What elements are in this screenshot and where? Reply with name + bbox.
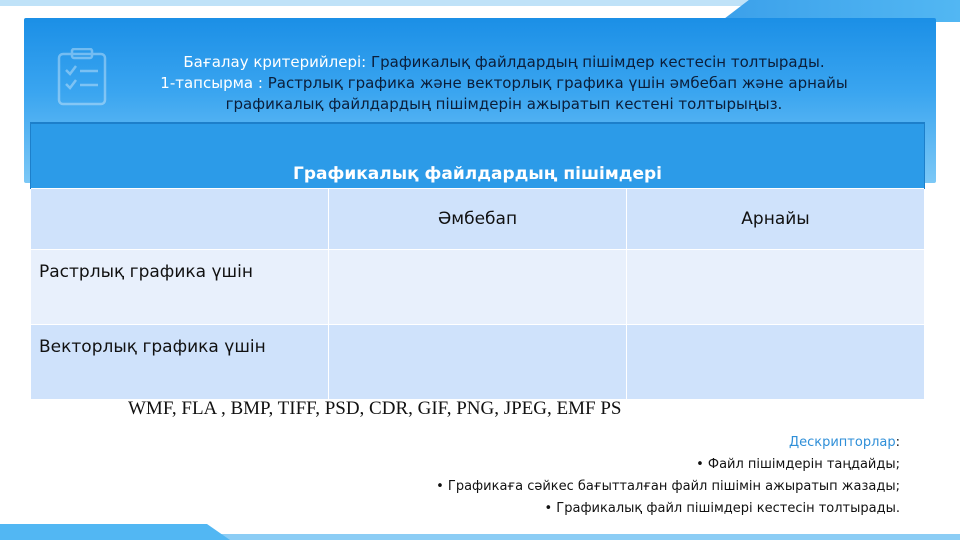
task-text-line2: графикалық файлдардың пішімдерін ажыратып кестені толтырыңыз.	[225, 95, 783, 113]
task-label: 1-тапсырма :	[160, 74, 263, 92]
criteria-label: Бағалау критерийлері:	[183, 53, 367, 71]
descriptors-block	[260, 432, 900, 520]
column-header-empty	[31, 189, 329, 250]
table-row	[31, 250, 925, 325]
descriptor-item: • Графикалық файл пішімдері кестесін толтырады.	[260, 498, 900, 520]
formats-table	[30, 122, 925, 400]
bottom-decor-stripe	[0, 524, 230, 540]
row-label-vector: Векторлық графика үшін	[31, 325, 329, 400]
formats-list: WMF, FLA , BMP, TIFF, PSD, CDR, GIF, PNG, JPEG, EMF PS	[128, 398, 622, 419]
table-header-row	[31, 189, 925, 250]
row-label-raster: Растрлық графика үшін	[31, 250, 329, 325]
cell-raster-special[interactable]	[627, 250, 925, 325]
column-header-special: Арнайы	[627, 189, 925, 250]
descriptors-title-suffix: :	[895, 435, 900, 450]
banner-text	[134, 52, 874, 115]
descriptor-item: • Файл пішімдерін таңдайды;	[260, 454, 900, 476]
task-line	[134, 73, 874, 94]
criteria-text: Графикалық файлдардың пішімдер кестесін толтырады.	[366, 53, 825, 71]
descriptors-heading	[260, 432, 900, 454]
table-title: Графикалық файлдардың пішімдері	[31, 123, 925, 189]
cell-raster-universal[interactable]	[329, 250, 627, 325]
cell-vector-universal[interactable]	[329, 325, 627, 400]
task-text-line1: Растрлық графика және векторлық графика үшін әмбебап және арнайы	[262, 74, 848, 92]
descriptor-item: • Графикаға сәйкес бағытталған файл пішімін ажыратып жазады;	[260, 476, 900, 498]
table-row	[31, 325, 925, 400]
descriptors-title: Дескрипторлар	[788, 435, 896, 450]
column-header-universal: Әмбебап	[329, 189, 627, 250]
criteria-line	[134, 52, 874, 73]
cell-vector-special[interactable]	[627, 325, 925, 400]
clipboard-checklist-icon	[56, 48, 108, 106]
